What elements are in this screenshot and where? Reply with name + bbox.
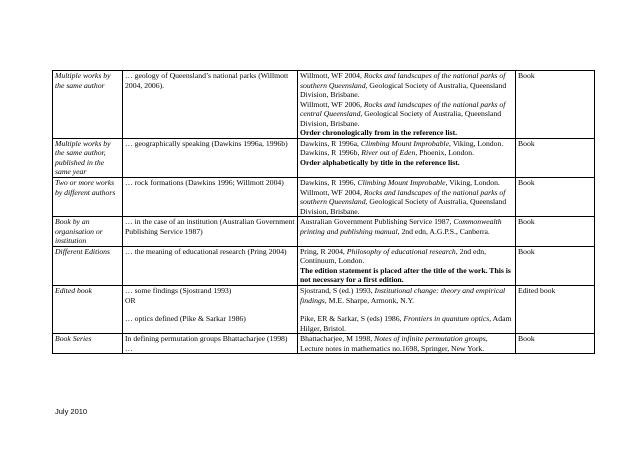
source-type: Book [516, 246, 595, 285]
reference-list-entry: Australian Government Publishing Service 1987, Commonwealth printing and publishing manual, 2nd edn, A.G.P.S., Canberra. [298, 217, 516, 247]
footer-date: July 2010 [55, 407, 88, 416]
reference-list-entry: Sjostrand, S (ed.) 1993, Institutional change: theory and empirical findings, M.E. Sharpe, Armonk, N.Y. Pike, ER & Sarkar, S (eds) 1986, Frontiers in quantum optics, Adam Hilger, Bristol. [298, 286, 516, 334]
reference-category: Different Editions [53, 246, 123, 285]
source-type: Book [516, 217, 595, 247]
source-type: Book [516, 334, 595, 354]
table-row [53, 138, 595, 177]
source-type: Book [516, 71, 595, 139]
source-type: Book [516, 178, 595, 217]
citation-line: … geology of Queensland’s national parks (Willmott 2004, 2006). [125, 71, 289, 90]
reference-list-entry: Willmott, WF 2004, Rocks and landscapes of the national parks of southern Queensland, Geological Society of Australia, Queensland Division, Brisbane. Willmott, WF 2006, Rocks and landscapes of the national parks of central Queensland, Geological Society of Australia, Queensland Division, Brisbane. Order chronologically from in the reference list. [298, 71, 516, 139]
citation-line: In defining permutation groups Bhattacharjee (1998) … [125, 334, 288, 353]
source-type: Edited book [516, 286, 595, 334]
table-row [53, 246, 595, 285]
in-text-citation [123, 138, 298, 177]
reference-list-entry: Dawkins, R 1996, Climbing Mount Improbable, Viking, London. Willmott, WF 2004, Rocks and landscapes of the national parks of southern Queensland, Geological Society of Australia, Queensland Division, Brisbane. [298, 178, 516, 217]
citation-line: … the meaning of educational research (Pring 2004) [125, 246, 287, 256]
citation-line: … geographically speaking (Dawkins 1996a, 1996b) [125, 138, 288, 148]
reference-category: Two or more works by different authors [53, 178, 123, 217]
reference-category: Multiple works by the same author [53, 71, 123, 139]
in-text-citation [123, 178, 298, 217]
citation-line: … optics defined (Pike & Sarkar 1986) [125, 314, 246, 324]
table-row [53, 71, 595, 139]
referencing-examples-table [52, 70, 595, 354]
reference-category: Edited book [53, 286, 123, 334]
in-text-citation [123, 246, 298, 285]
citation-line [125, 305, 295, 314]
reference-list-entry: Bhattacharjee, M 1998, Notes of infinite permutation groups, Lecture notes in mathematics no.1698, Springer, New York. [298, 334, 516, 354]
table-row [53, 178, 595, 217]
in-text-citation [123, 334, 298, 354]
citation-line: OR [125, 295, 136, 305]
citation-line: … rock formations (Dawkins 1996; Willmott 2004) [125, 178, 284, 188]
reference-list-entry: Pring, R 2004, Philosophy of educational research, 2nd edn, Continuum, London. The edition statement is placed after the title of the work. This is not necessary for a first edition. [298, 246, 516, 285]
citation-line: … some findings (Sjostrand 1993) [125, 286, 232, 296]
citation-line: … in the case of an institution (Australian Government Publishing Service 1987) [125, 217, 295, 236]
reference-category: Book Series [53, 334, 123, 354]
in-text-citation [123, 71, 298, 139]
reference-category: Multiple works by the same author, published in the same year [53, 138, 123, 177]
table-row [53, 334, 595, 354]
table-body [53, 71, 595, 354]
in-text-citation [123, 286, 298, 334]
in-text-citation [123, 217, 298, 247]
reference-category: Book by an organisation or institution [53, 217, 123, 247]
reference-list-entry: Dawkins, R 1996a, Climbing Mount Improbable, Viking, London. Dawkins, R 1996b, River out of Eden, Phoenix, London. Order alphabetically by title in the reference list. [298, 138, 516, 177]
table-row [53, 217, 595, 247]
source-type: Book [516, 138, 595, 177]
table-row [53, 286, 595, 334]
